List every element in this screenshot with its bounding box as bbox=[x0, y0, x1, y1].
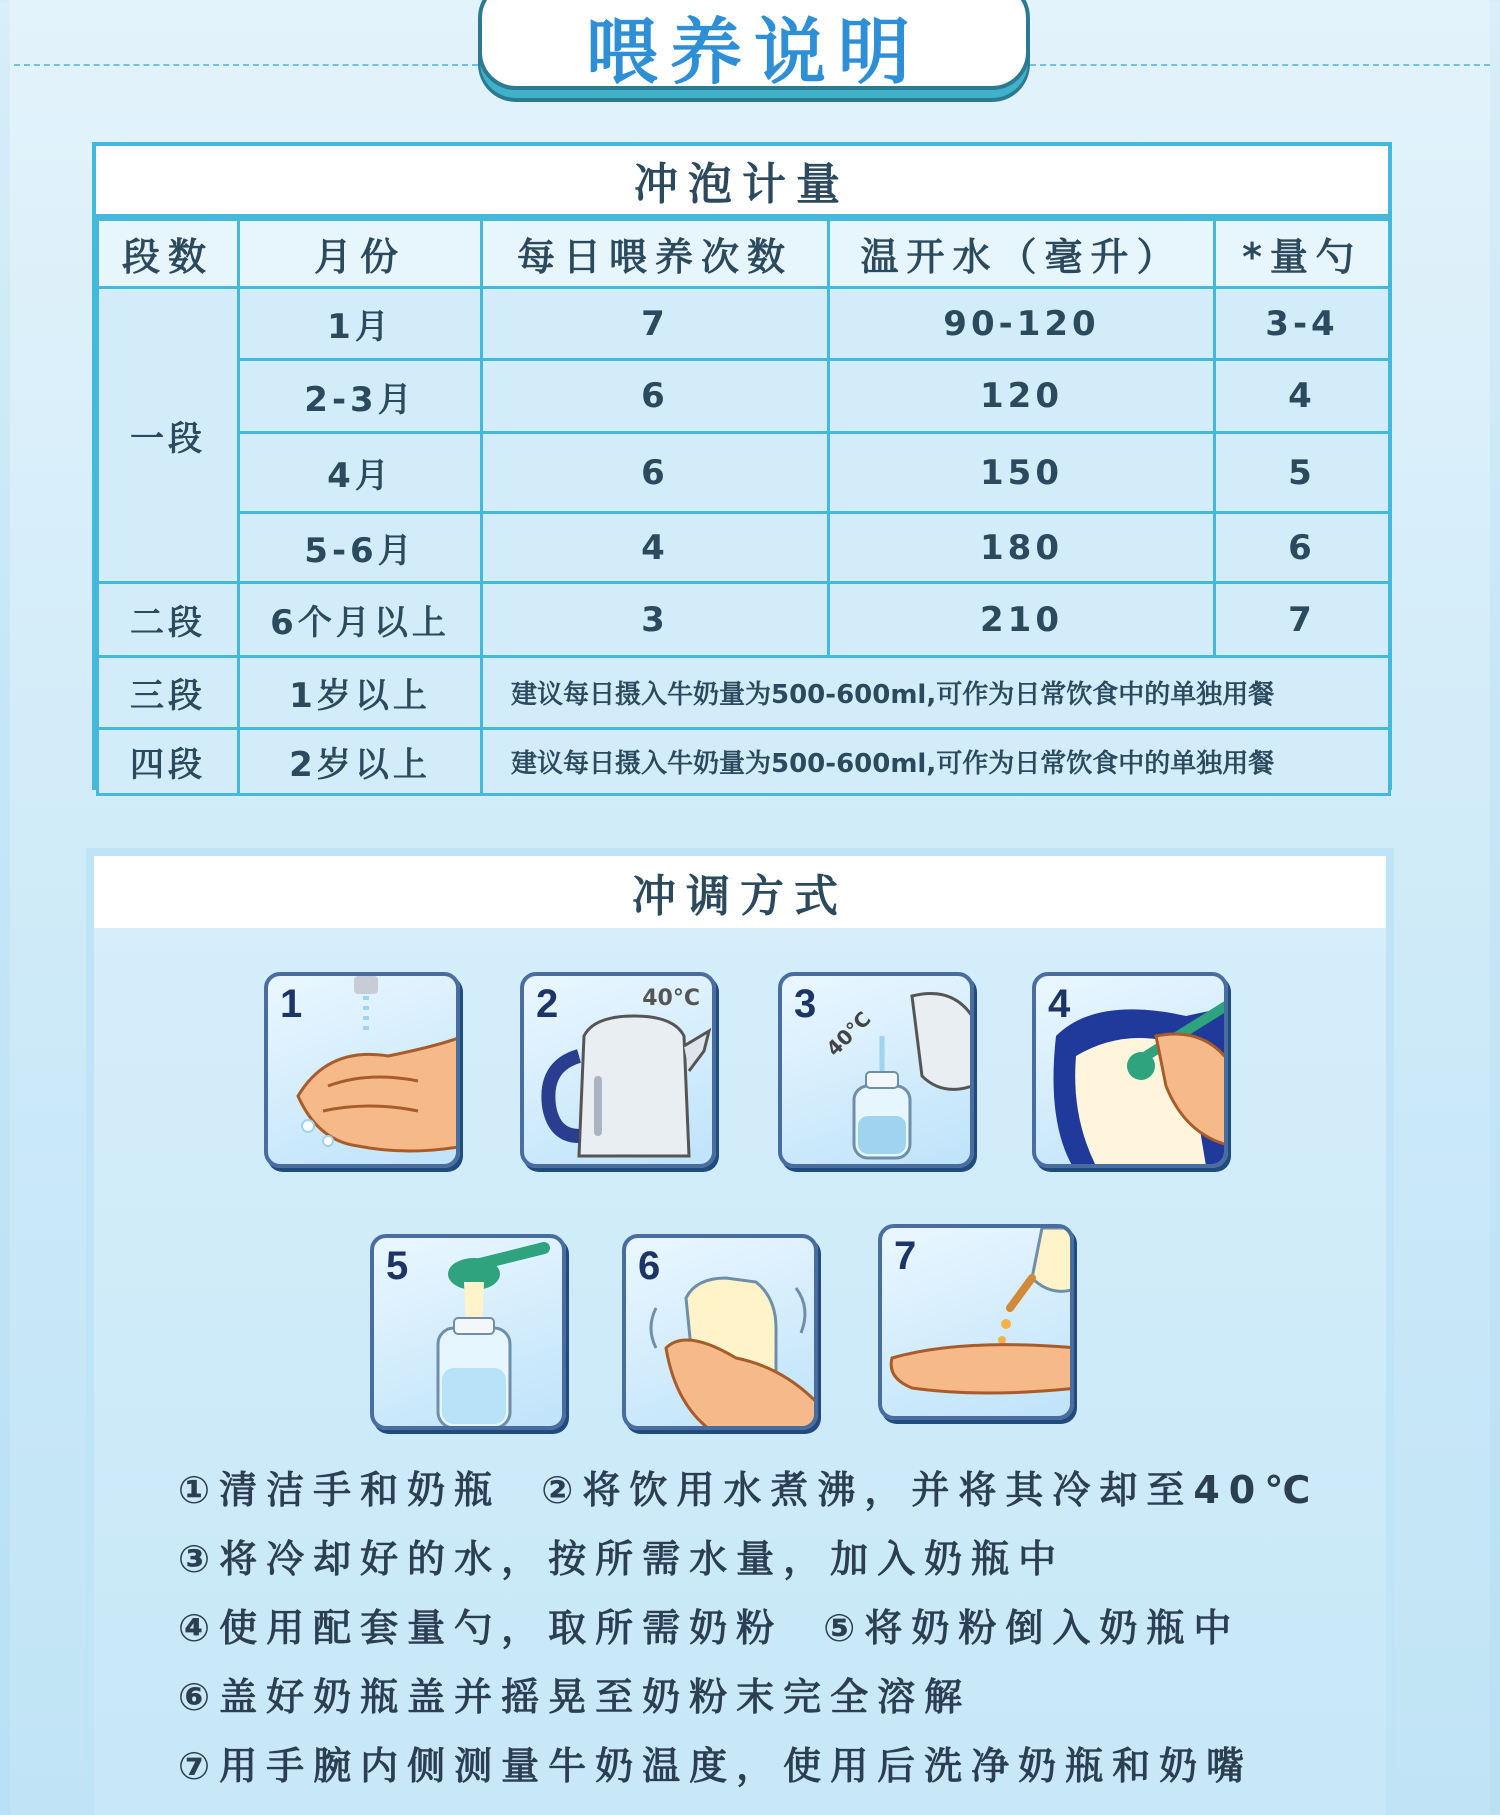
step-3-card bbox=[778, 972, 974, 1168]
instructions-list bbox=[178, 1456, 1320, 1801]
dosage-grid bbox=[96, 218, 1391, 796]
table-row bbox=[98, 583, 1390, 657]
month-cell: 2岁以上 bbox=[239, 729, 482, 795]
times-cell: 6 bbox=[482, 360, 829, 433]
column-header: 段数 bbox=[98, 220, 239, 288]
stage-label: 二段 bbox=[98, 583, 239, 657]
dosage-table bbox=[92, 142, 1392, 790]
step-number: 6 bbox=[638, 1244, 661, 1288]
step-6-card bbox=[622, 1234, 818, 1430]
instruction-line bbox=[178, 1663, 1308, 1732]
month-cell: 6个月以上 bbox=[239, 583, 482, 657]
month-cell: 4月 bbox=[239, 433, 482, 513]
header-title-tab bbox=[478, 0, 1030, 94]
header-divider-left bbox=[14, 64, 478, 66]
step-2-card bbox=[520, 972, 716, 1168]
instruction-text: ③将冷却好的水，按所需水量，加入奶瓶中 bbox=[178, 1537, 1066, 1581]
instruction-line bbox=[178, 1594, 1308, 1663]
month-cell: 2-3月 bbox=[239, 360, 482, 433]
table-row bbox=[98, 360, 1390, 433]
dosage-table-title: 冲泡计量 bbox=[96, 146, 1388, 218]
step-number: 2 bbox=[536, 982, 559, 1026]
month-cell: 1月 bbox=[239, 288, 482, 360]
times-cell: 7 bbox=[482, 288, 829, 360]
water-cell: 210 bbox=[829, 583, 1215, 657]
scoops-cell: 3-4 bbox=[1215, 288, 1390, 360]
water-cell: 120 bbox=[829, 360, 1215, 433]
column-header: 每日喂养次数 bbox=[482, 220, 829, 288]
stage-label: 一段 bbox=[98, 288, 239, 583]
times-cell: 4 bbox=[482, 513, 829, 583]
instruction-text: ⑤将奶粉倒入奶瓶中 bbox=[823, 1606, 1241, 1650]
instruction-text: ①清洁手和奶瓶 bbox=[178, 1468, 502, 1512]
table-row bbox=[98, 288, 1390, 360]
instruction-line bbox=[178, 1525, 1308, 1594]
table-row bbox=[98, 729, 1390, 795]
instruction-line bbox=[178, 1456, 1320, 1525]
scoops-cell: 6 bbox=[1215, 513, 1390, 583]
step-5-card bbox=[370, 1234, 566, 1430]
water-cell: 90-120 bbox=[829, 288, 1215, 360]
method-section bbox=[86, 848, 1394, 1815]
scoops-cell: 7 bbox=[1215, 583, 1390, 657]
instruction-text: ②将饮用水煮沸，并将其冷却至40℃ bbox=[541, 1468, 1320, 1512]
temperature-label: 40°C bbox=[642, 986, 700, 1011]
times-cell: 3 bbox=[482, 583, 829, 657]
step-number: 3 bbox=[794, 982, 817, 1026]
column-header: 月份 bbox=[239, 220, 482, 288]
method-title: 冲调方式 bbox=[94, 856, 1386, 934]
instruction-text: ④使用配套量勺，取所需奶粉 bbox=[178, 1606, 784, 1650]
note-cell: 建议每日摄入牛奶量为500-600ml,可作为日常饮食中的单独用餐 bbox=[482, 729, 1390, 795]
step-number: 5 bbox=[386, 1244, 409, 1288]
scoops-cell: 5 bbox=[1215, 433, 1390, 513]
instruction-line bbox=[178, 1732, 1308, 1801]
step-4-card bbox=[1032, 972, 1228, 1168]
step-number: 1 bbox=[280, 982, 303, 1026]
column-header: 温开水（毫升） bbox=[829, 220, 1215, 288]
month-cell: 1岁以上 bbox=[239, 657, 482, 729]
stage-label: 四段 bbox=[98, 729, 239, 795]
step-number: 7 bbox=[894, 1234, 917, 1278]
column-header: *量勺 bbox=[1215, 220, 1390, 288]
table-header-row bbox=[98, 220, 1390, 288]
note-cell: 建议每日摄入牛奶量为500-600ml,可作为日常饮食中的单独用餐 bbox=[482, 657, 1390, 729]
header-divider-right bbox=[1030, 64, 1490, 66]
instruction-text: ⑥盖好奶瓶盖并摇晃至奶粉末完全溶解 bbox=[178, 1675, 972, 1719]
scoops-cell: 4 bbox=[1215, 360, 1390, 433]
table-row bbox=[98, 657, 1390, 729]
step-7-card bbox=[878, 1224, 1074, 1420]
instruction-text: ⑦用手腕内侧测量牛奶温度，使用后洗净奶瓶和奶嘴 bbox=[178, 1744, 1254, 1788]
water-cell: 180 bbox=[829, 513, 1215, 583]
table-row bbox=[98, 513, 1390, 583]
step-1-card bbox=[264, 972, 460, 1168]
stage-label: 三段 bbox=[98, 657, 239, 729]
temperature-label: 40°C bbox=[821, 1006, 876, 1061]
month-cell: 5-6月 bbox=[239, 513, 482, 583]
step-number: 4 bbox=[1048, 982, 1071, 1026]
table-row bbox=[98, 433, 1390, 513]
water-cell: 150 bbox=[829, 433, 1215, 513]
times-cell: 6 bbox=[482, 433, 829, 513]
page-title: 喂养说明 bbox=[585, 10, 922, 94]
